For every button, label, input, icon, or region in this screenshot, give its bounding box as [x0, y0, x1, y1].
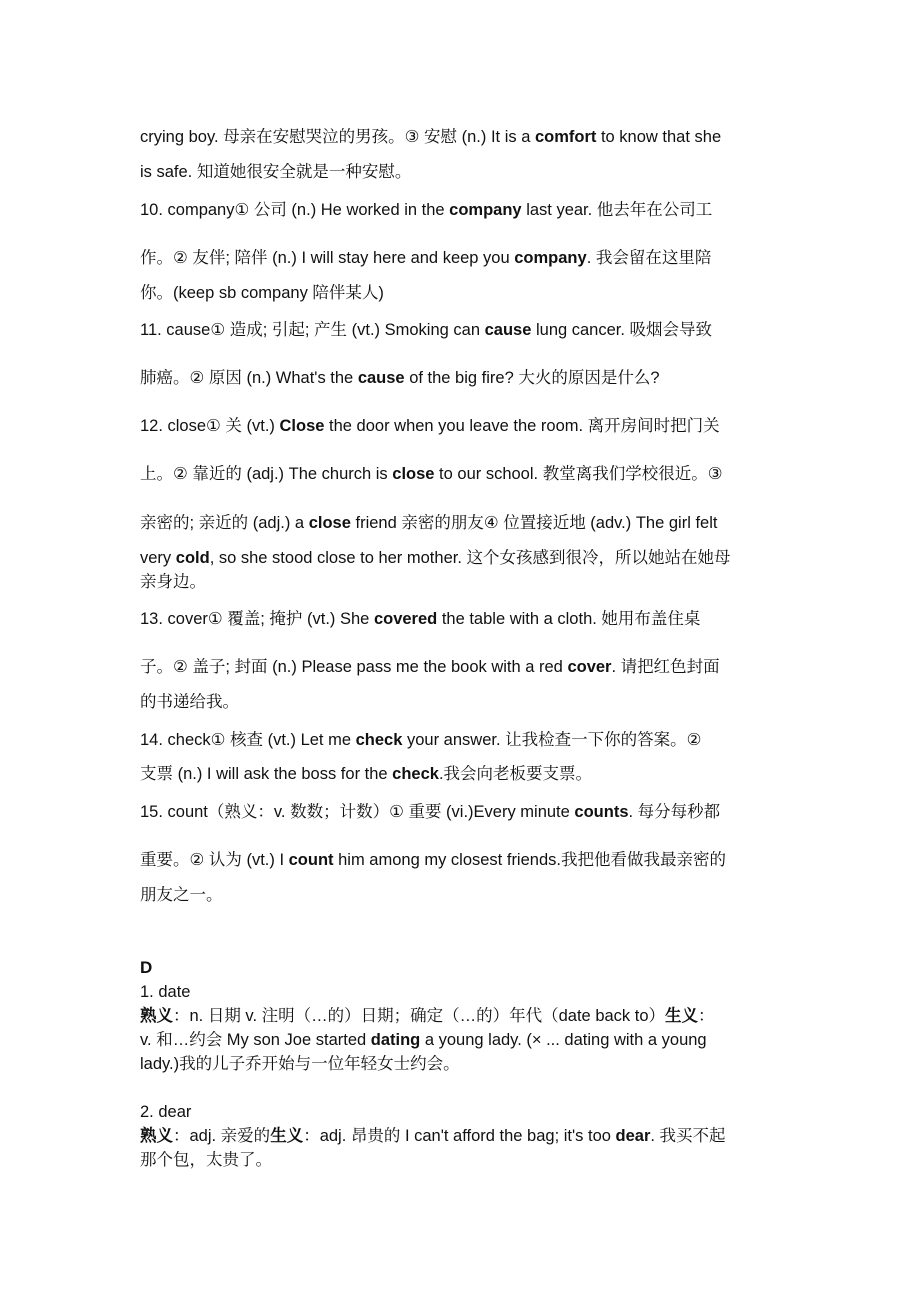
text-segment: 11. cause① 造成; 引起; 产生 (vt.) Smoking can	[140, 321, 485, 339]
bold-term: count	[288, 851, 334, 869]
text-segment: crying boy. 母亲在安慰哭泣的男孩。③ 安慰 (n.) It is a	[140, 128, 535, 146]
bold-term: 生义	[665, 1007, 699, 1025]
text-segment: to our school. 教堂离我们学校很近。③	[434, 465, 723, 483]
text-segment: 子。② 盖子; 封面 (n.) Please pass me the book with a red	[140, 658, 568, 676]
text-line	[140, 125, 800, 149]
text-segment: 14. check① 核查 (vt.) Let me	[140, 731, 356, 749]
text-segment: 支票 (n.) I will ask the boss for the	[140, 765, 393, 783]
text-segment: is safe. 知道她很安全就是一种安慰。	[140, 163, 412, 181]
bold-term: check	[392, 765, 439, 783]
text-segment: . 请把红色封面	[611, 658, 720, 676]
bold-term: cause	[484, 321, 532, 339]
entry-count	[140, 800, 800, 824]
text-segment: 12. close① 关 (vt.)	[140, 417, 280, 435]
text-segment: v. 和…约会 My son Joe started	[140, 1031, 371, 1049]
text-line	[140, 570, 800, 594]
text-line	[140, 1148, 800, 1172]
text-line	[140, 883, 800, 907]
text-segment: 13. cover① 覆盖; 掩护 (vt.) She	[140, 610, 374, 628]
entry-close	[140, 414, 800, 438]
text-line	[140, 848, 800, 872]
entry-date	[140, 980, 800, 1004]
text-segment: the table with a cloth. 她用布盖住桌	[437, 610, 701, 628]
entry-cover	[140, 607, 800, 631]
text-segment: 亲密的; 亲近的 (adj.) a	[140, 514, 309, 532]
text-line	[140, 1052, 800, 1076]
text-segment: him among my closest friends.我把他看做我最亲密的	[333, 851, 726, 869]
bold-term: comfort	[534, 128, 597, 146]
text-segment: . 每分每秒都	[628, 803, 721, 821]
bold-term: Close	[279, 417, 325, 435]
text-segment: . 我买不起	[650, 1127, 726, 1145]
bold-term: D	[140, 958, 153, 977]
text-segment: of the big fire? 大火的原因是什么?	[404, 369, 660, 387]
text-line	[140, 281, 800, 305]
text-segment: , so she stood close to her mother. 这个女孩感到很冷，所以她站在她母	[209, 549, 731, 567]
text-line	[140, 366, 800, 390]
text-segment: 作。② 友伴; 陪伴 (n.) I will stay here and keep you	[140, 249, 515, 267]
text-segment: 重要。② 认为 (vt.) I	[140, 851, 289, 869]
text-segment: 10. company① 公司 (n.) He worked in the	[140, 201, 450, 219]
text-line	[140, 1028, 800, 1052]
text-segment: 15. count（熟义：v. 数数；计数）① 重要 (vi.)Every minute	[140, 803, 575, 821]
text-line	[140, 246, 800, 270]
bold-term: cause	[357, 369, 405, 387]
text-segment: friend 亲密的朋友④ 位置接近地 (adv.) The girl felt	[350, 514, 718, 532]
text-segment: last year. 他去年在公司工	[521, 201, 713, 219]
bold-term: cold	[175, 549, 210, 567]
bold-term: company	[449, 201, 522, 219]
text-line	[140, 1124, 800, 1148]
text-segment: lady.)我的儿子乔开始与一位年轻女士约会。	[140, 1055, 460, 1073]
text-segment: ：n. 日期 v. 注明（…的）日期；确定（…的）年代（date back to）	[173, 1007, 666, 1025]
bold-term: close	[392, 465, 435, 483]
text-segment: 你。(keep sb company 陪伴某人)	[140, 284, 384, 302]
text-segment: 那个包，太贵了。	[140, 1151, 272, 1169]
text-line	[140, 511, 800, 535]
text-line	[140, 1004, 800, 1028]
bold-term: 熟义	[140, 1007, 173, 1025]
entry-dear	[140, 1100, 800, 1124]
bold-term: cover	[567, 658, 612, 676]
entry-company	[140, 198, 800, 222]
text-segment: 2. dear	[140, 1103, 192, 1121]
bold-term: 熟义	[140, 1127, 173, 1145]
text-segment: the door when you leave the room. 离开房间时把门关	[324, 417, 720, 435]
bold-term: 生义	[270, 1127, 304, 1145]
text-segment: your answer. 让我检查一下你的答案。②	[402, 731, 702, 749]
text-line	[140, 690, 800, 714]
bold-term: company	[514, 249, 587, 267]
section-heading-d	[140, 956, 800, 980]
entry-check	[140, 728, 800, 752]
text-segment: 1. date	[140, 983, 191, 1001]
bold-term: check	[355, 731, 403, 749]
text-line	[140, 655, 800, 679]
bold-term: dating	[370, 1031, 421, 1049]
bold-term: covered	[373, 610, 438, 628]
text-segment: ：	[698, 1007, 715, 1025]
text-line	[140, 160, 800, 184]
text-segment: to know that she	[596, 128, 722, 146]
text-segment: ：adj. 亲爱的	[173, 1127, 271, 1145]
text-segment: a young lady. (× ... dating with a young	[420, 1031, 707, 1049]
text-line	[140, 546, 800, 570]
text-segment: .我会向老板要支票。	[438, 765, 593, 783]
text-segment: 的书递给我。	[140, 693, 239, 711]
text-segment: lung cancer. 吸烟会导致	[531, 321, 713, 339]
text-segment: very	[140, 549, 176, 567]
text-segment: 肺癌。② 原因 (n.) What's the	[140, 369, 358, 387]
text-line	[140, 762, 800, 786]
bold-term: counts	[574, 803, 629, 821]
text-segment: ：adj. 昂贵的 I can't afford the bag; it's too	[303, 1127, 616, 1145]
text-segment: 亲身边。	[140, 573, 206, 591]
text-segment: 朋友之一。	[140, 886, 223, 904]
text-segment: 上。② 靠近的 (adj.) The church is	[140, 465, 393, 483]
bold-term: dear	[615, 1127, 651, 1145]
text-segment: . 我会留在这里陪	[586, 249, 712, 267]
bold-term: close	[308, 514, 351, 532]
text-line	[140, 462, 800, 486]
entry-cause	[140, 318, 800, 342]
